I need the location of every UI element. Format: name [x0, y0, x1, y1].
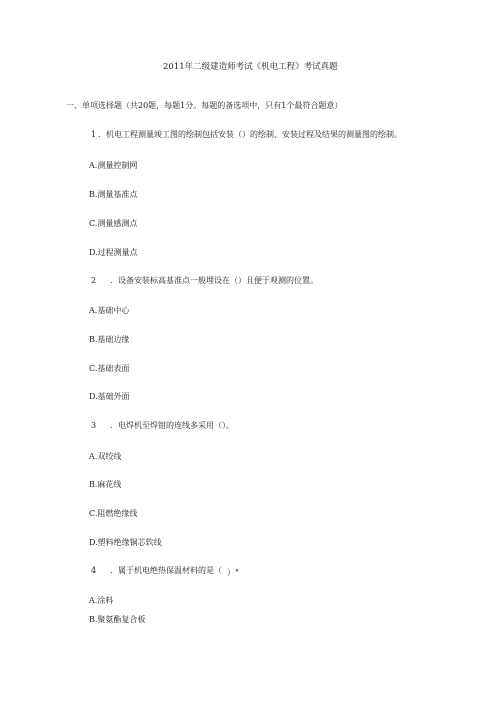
question-4-number: 4	[91, 566, 97, 575]
question-2-number: 2	[91, 276, 97, 285]
question-2-option-b: B.基础边缘	[89, 335, 130, 344]
question-1-option-d: D.过程测量点	[89, 248, 138, 257]
question-4-option-a: A.涂料	[89, 596, 114, 605]
section-heading: 一、单项选择题（共20题，每题1分。每题的备选项中，只有1个最符合题意）	[66, 101, 343, 110]
question-2-option-a: A.基础中心	[89, 306, 130, 315]
question-1-number: 1	[91, 130, 97, 139]
question-3-option-d: D.塑料绝缘铜芯软线	[89, 538, 162, 547]
question-2-option-c: C.基础表面	[89, 364, 130, 373]
question-1-stem: ．机电工程测量竣工图的绘制包括安装（）的绘制、安装过程及结果的测量图的绘制。	[98, 130, 402, 139]
question-1-option-a: A.测量控制网	[89, 161, 138, 170]
question-2-option-d: D.基础外面	[89, 392, 130, 401]
question-1-option-b: B.测量基准点	[89, 190, 138, 199]
question-2-stem: ．设备安装标高基准点一般埋设在（）且便于观测的位置。	[110, 276, 318, 285]
question-4-option-b: B.聚氨酯复合板	[89, 615, 146, 624]
question-3-option-c: C.阻燃绝缘线	[89, 509, 138, 518]
question-3-option-b: B.麻花线	[89, 480, 122, 489]
question-4-stem-end: ）°	[227, 568, 239, 577]
page-title: 2011年二级建造师考试《机电工程》考试真题	[163, 62, 338, 72]
question-3-number: 3	[91, 421, 97, 430]
question-3-option-a: A.双绞线	[89, 452, 122, 461]
question-1-option-c: C.测量感测点	[89, 219, 138, 228]
question-4-stem: ．属于机电绝热保温材料的是（	[110, 566, 222, 575]
question-3-stem: ．电焊机至焊钳的连线多采用（）。	[110, 421, 234, 430]
